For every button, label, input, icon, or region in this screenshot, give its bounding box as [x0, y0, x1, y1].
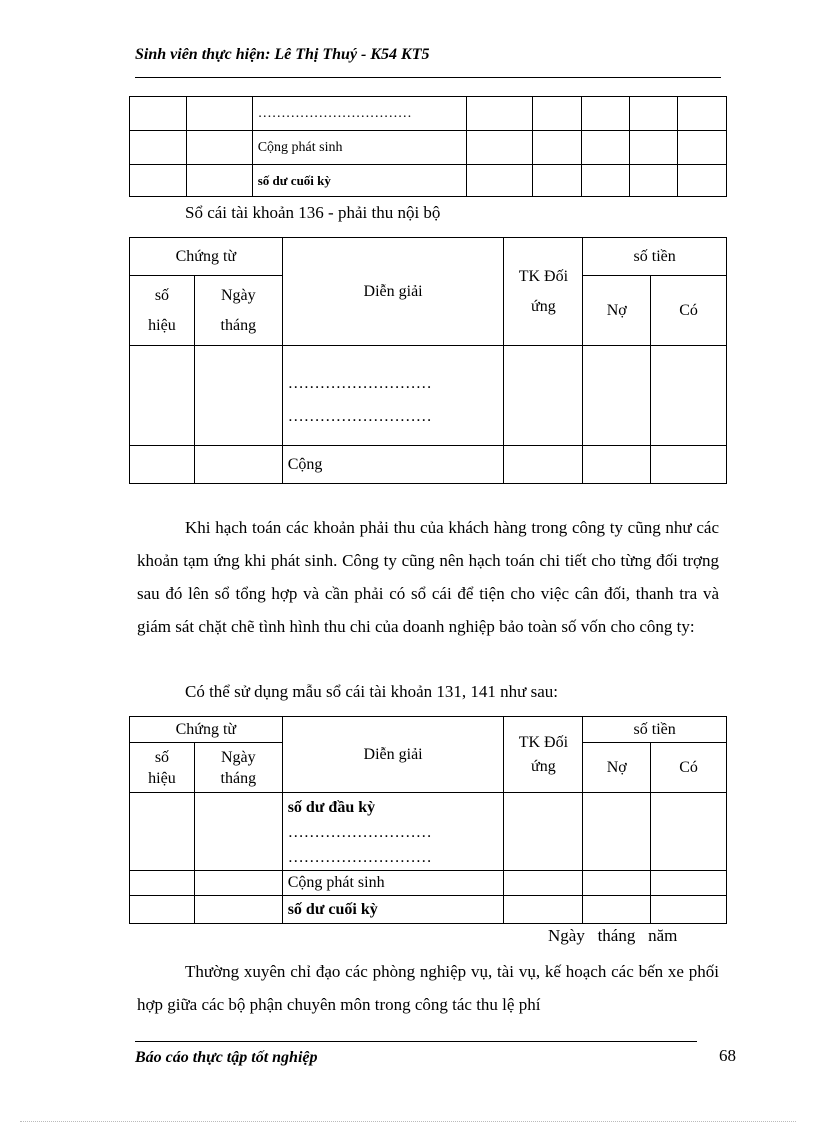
ngay-thang-line1: Ngày: [220, 286, 256, 304]
dots-line2: ………………………: [287, 407, 432, 425]
table-row: [130, 346, 727, 446]
co-header: Có: [651, 743, 727, 793]
so-du-dau-ky-label: số dư đầu kỳ: [287, 799, 376, 816]
so-hieu-line1: số: [154, 748, 170, 766]
so-hieu-header: [130, 276, 195, 346]
header-rule: [135, 77, 721, 78]
ledger-table-136: [129, 237, 727, 484]
paragraph-text: Khi hạch toán các khoản phải thu của khách hàng trong công ty cũng như các khoản tạm ứng khi phát sinh. Công ty cũng nên hạch toán chi tiết cho từng đối trợng sau đó lên sổ tổng hợp và cần phải có sổ cái để tiện cho việc cân đối, thanh tra và giám sát chặt chẽ tình hình thu chi của doanh nghiệp bảo toàn số vốn cho công ty:: [137, 518, 719, 636]
chung-tu-header: Chứng từ: [130, 238, 283, 276]
co-header: Có: [651, 276, 727, 346]
tk-doi-ung-header: [504, 717, 583, 793]
table-row: [130, 446, 727, 484]
so-du-cuoi-ky-cell: số dư cuối kỳ: [282, 896, 504, 924]
dots-line2: ………………………: [287, 849, 432, 866]
so-du-cuoi-ky-cell: số dư cuối kỳ: [252, 165, 466, 197]
table-row: [130, 97, 727, 131]
tk-doi-ung-header: [504, 238, 583, 346]
dien-giai-header: Diễn giải: [282, 717, 504, 793]
table-row: [130, 793, 727, 871]
cong-phat-sinh-cell: Cộng phát sinh: [282, 871, 504, 896]
date-line: Ngày tháng năm: [548, 926, 678, 945]
ngay-thang-line1: Ngày: [220, 748, 256, 766]
ledger-table-continued: [129, 96, 727, 197]
body-paragraph-2: [137, 675, 719, 708]
no-header: Nợ: [583, 276, 651, 346]
tk-doi-ung-line1: TK Đối: [518, 267, 569, 285]
tk-doi-ung-line2: ứng: [531, 757, 556, 775]
so-hieu-line2: hiệu: [148, 769, 176, 787]
dots-line1: ………………………: [287, 824, 432, 841]
ngay-thang-header: [194, 743, 282, 793]
so-hieu-line1: số: [154, 286, 170, 304]
table-row: [130, 896, 727, 924]
page-edge-divider: [20, 1121, 796, 1122]
dots-line1: ………………………: [287, 374, 432, 392]
so-du-dau-ky-cell: [282, 793, 504, 871]
so-tien-header: số tiền: [583, 717, 727, 743]
tk-doi-ung-line1: TK Đối: [518, 733, 569, 751]
ngay-thang-line2: tháng: [220, 769, 257, 787]
page-footer: Báo cáo thực tập tốt nghiệp: [135, 1049, 318, 1066]
so-hieu-line2: hiệu: [148, 316, 176, 334]
no-header: Nợ: [583, 743, 651, 793]
so-hieu-header: [130, 743, 195, 793]
body-paragraph-1: [137, 511, 719, 643]
table-row: [130, 131, 727, 165]
page-number: 68: [719, 1046, 736, 1065]
dots-cell: ……………………………: [252, 97, 466, 131]
ledger-table-131-141: [129, 716, 727, 924]
ngay-thang-line2: tháng: [220, 316, 257, 334]
page-header: Sinh viên thực hiện: Lê Thị Thuý - K54 KT5: [135, 46, 430, 63]
dien-giai-header: Diễn giải: [282, 238, 504, 346]
table-row: [130, 165, 727, 197]
paragraph-text: Thường xuyên chỉ đạo các phòng nghiệp vụ, tài vụ, kế hoạch các bến xe phối hợp giữa các bộ phận chuyên môn trong công tác thu lệ phí: [137, 962, 719, 1014]
table-row: [130, 871, 727, 896]
cong-phat-sinh-cell: Cộng phát sinh: [252, 131, 466, 165]
paragraph-text: Có thể sử dụng mẫu sổ cái tài khoản 131, 141 như sau:: [185, 682, 559, 701]
tk-doi-ung-line2: ứng: [531, 297, 556, 315]
footer-rule: [135, 1041, 697, 1042]
caption-account-136: Sổ cái tài khoản 136 - phải thu nội bộ: [185, 203, 441, 222]
cong-cell: Cộng: [282, 446, 504, 484]
so-tien-header: số tiền: [583, 238, 727, 276]
dots-cell: [282, 346, 504, 446]
chung-tu-header: Chứng từ: [130, 717, 283, 743]
ngay-thang-header: [194, 276, 282, 346]
body-paragraph-3: [137, 955, 719, 1021]
